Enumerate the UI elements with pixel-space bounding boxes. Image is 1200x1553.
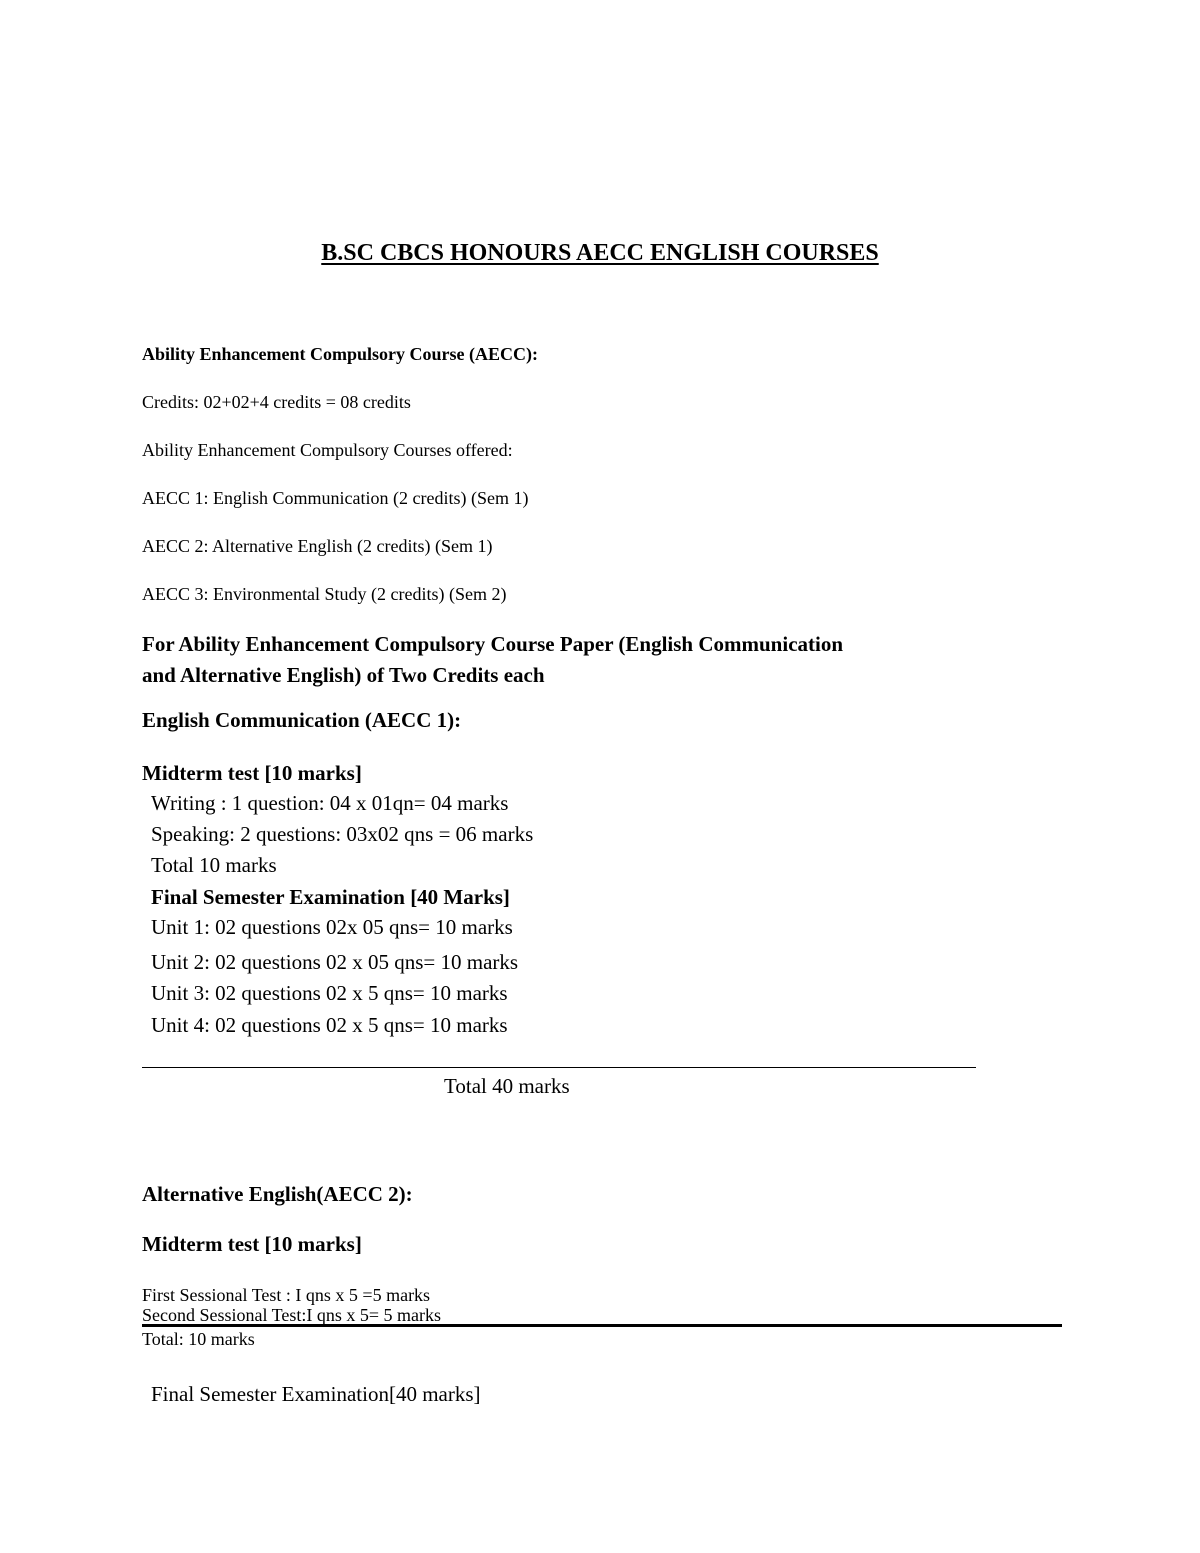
course-item: AECC 2: Alternative English (2 credits) (Sem 1) [142,536,493,556]
aecc1-final-total: Total 40 marks [444,1074,570,1098]
paper-heading-line-1: For Ability Enhancement Compulsory Course Paper (English Communication [142,632,844,656]
aecc2-final-heading: Final Semester Examination[40 marks] [151,1382,481,1406]
aecc1-final-heading: Final Semester Examination [40 Marks] [151,885,510,909]
paper-heading-line-2: and Alternative English) of Two Credits each [142,663,545,687]
aecc1-final-item: Unit 4: 02 questions 02 x 5 qns= 10 marks [151,1013,508,1037]
aecc1-midterm-item: Writing : 1 question: 04 x 01qn= 04 marks [151,791,509,815]
aecc2-heading: Alternative English(AECC 2): [142,1182,413,1206]
aecc1-midterm-item: Speaking: 2 questions: 03x02 qns = 06 marks [151,822,534,846]
aecc1-midterm-heading: Midterm test [10 marks] [142,761,362,785]
aecc2-midterm-total: Total: 10 marks [142,1329,255,1349]
document-title: B.SC CBCS HONOURS AECC ENGLISH COURSES [321,240,879,266]
course-item: AECC 1: English Communication (2 credits) (Sem 1) [142,488,529,508]
sessional-divider [142,1324,1062,1327]
aecc2-sessional-item: First Sessional Test : I qns x 5 =5 marks [142,1285,431,1305]
aecc2-sessional-item: Second Sessional Test:I qns x 5= 5 marks [142,1305,442,1325]
aecc1-final-item: Unit 2: 02 questions 02 x 05 qns= 10 marks [151,950,519,974]
credits-text: Credits: 02+02+4 credits = 08 credits [142,392,411,412]
aecc1-final-item: Unit 1: 02 questions 02x 05 qns= 10 marks [151,915,513,939]
aecc-heading: Ability Enhancement Compulsory Course (AECC): [142,344,538,364]
aecc1-heading: English Communication (AECC 1): [142,708,462,732]
total-divider [142,1067,976,1068]
courses-offered-text: Ability Enhancement Compulsory Courses offered: [142,440,513,460]
course-item: AECC 3: Environmental Study (2 credits) (Sem 2) [142,584,507,604]
aecc2-midterm-heading: Midterm test [10 marks] [142,1232,362,1256]
aecc1-midterm-total: Total 10 marks [151,853,277,877]
aecc1-final-item: Unit 3: 02 questions 02 x 5 qns= 10 marks [151,981,508,1005]
